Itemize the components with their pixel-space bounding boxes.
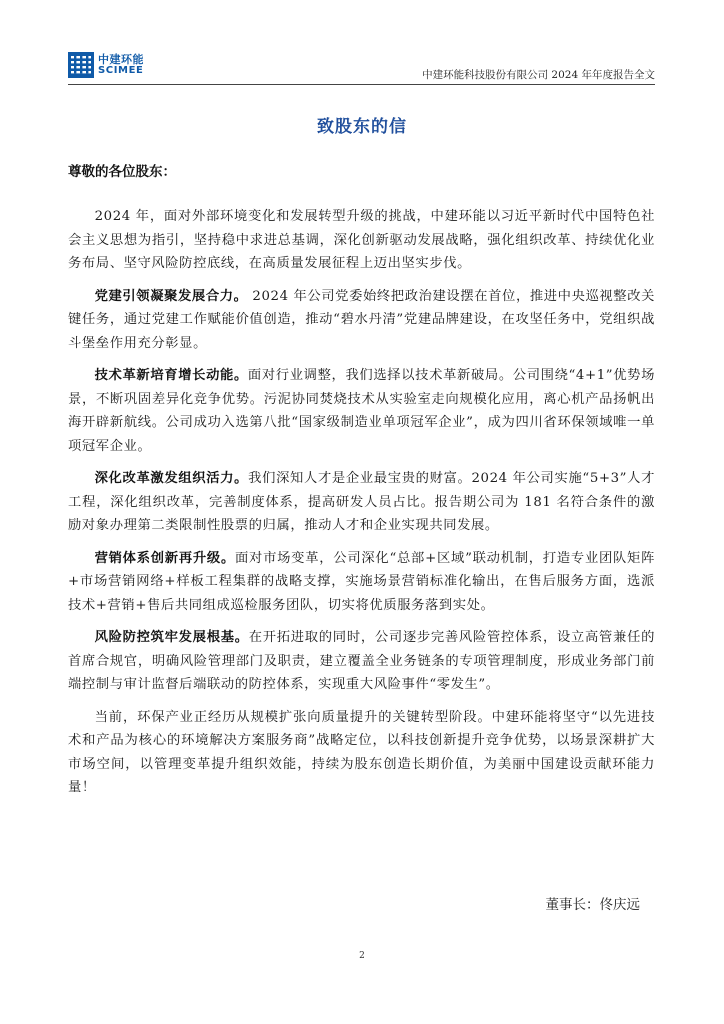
paragraph-text: 2024 年，面对外部环境变化和发展转型升级的挑战，中建环能以习近平新时代中国特色社会主义思想为指引，坚持稳中求进总基调，深化创新驱动发展战略，强化组织改革、持续优化业务布局、坚守风险防控底线，在高质量发展征程上迈出坚实步伐。 [68,209,655,271]
paragraph-text: 在开拓进取的同时，公司逐步完善风险管控体系，设立高管兼任的首席合规官，明确风险管理部门及职责，建立覆盖全业务链条的专项管理制度，形成业务部门前端控制与审计监督后端联动的防控体系，实现重大风险事件“零发生”。 [68,630,655,692]
letter-body [68,205,655,809]
paragraph-heading: 党建引领凝聚发展合力。 [94,288,248,304]
paragraph [68,626,655,697]
paragraph-text: 面对市场变革，公司深化“总部+区域”联动机制，打造专业团队矩阵+市场营销网络+样板工程集群的战略支撑，实施场景营销标准化输出，在售后服务方面，选派技术+营销+售后共同组成巡检服务团队，切实将优质服务落到实处。 [68,550,655,613]
paragraph-text: 面对行业调整，我们选择以技术革新破局。公司围绕“4+1”优势场景，不断巩固差异化竞争优势。污泥协同焚烧技术从实验室走向规模化应用，离心机产品扬帆出海开辟新航线。公司成功入选第八批“国家级制造业单项冠军企业”，成为四川省环保领域唯一单项冠军企业。 [68,368,655,454]
paragraph [68,285,655,356]
logo-chinese-name: 中建环能 [98,53,144,66]
signature: 董事长：佟庆远 [545,897,640,913]
header-divider [68,84,655,85]
paragraph [68,547,655,618]
paragraph [68,706,655,800]
paragraph [68,467,655,538]
report-title: 中建环能科技股份有限公司 2024 年年度报告全文 [422,69,655,81]
paragraph-text: 2024 年公司党委始终把政治建设摆在首位，推进中央巡视整改关键任务，通过党建工作赋能价值创造，推动“碧水丹清”党建品牌建设，在攻坚任务中，党组织战斗堡垒作用充分彰显。 [68,288,655,351]
paragraph-text: 当前，环保产业正经历从规模扩张向质量提升的关键转型阶段。中建环能将坚守“以先进技术和产品为核心的环境解决方案服务商”战略定位，以科技创新提升竞争优势，以场景深耕扩大市场空间，以管理变革提升组织效能，持续为股东创造长期价值，为美丽中国建设贡献环能力量！ [68,709,655,795]
paragraph-heading: 营销体系创新再升级。 [94,550,236,566]
letter-title: 致股东的信 [317,117,407,137]
page-number: 2 [359,951,365,961]
paragraph [68,205,655,276]
paragraph-heading: 技术革新培育增长动能。 [94,368,248,383]
company-logo [68,50,188,80]
paragraph-heading: 深化改革激发组织活力。 [94,471,249,486]
paragraph [68,364,655,458]
scimee-logo-icon [68,52,94,78]
salutation: 尊敬的各位股东： [68,164,176,180]
paragraph-text: 我们深知人才是企业最宝贵的财富。2024 年公司实施“5+3”人才工程，深化组织改革，完善制度体系，提高研发人员占比。报告期公司为 181 名符合条件的激励对象办理第二类限制性股票的归属，推动人才和企业实现共同发展。 [68,471,655,533]
paragraph-heading: 风险防控筑牢发展根基。 [94,630,249,645]
logo-english-name: SCIMEE [98,65,144,76]
page-header [68,50,655,84]
